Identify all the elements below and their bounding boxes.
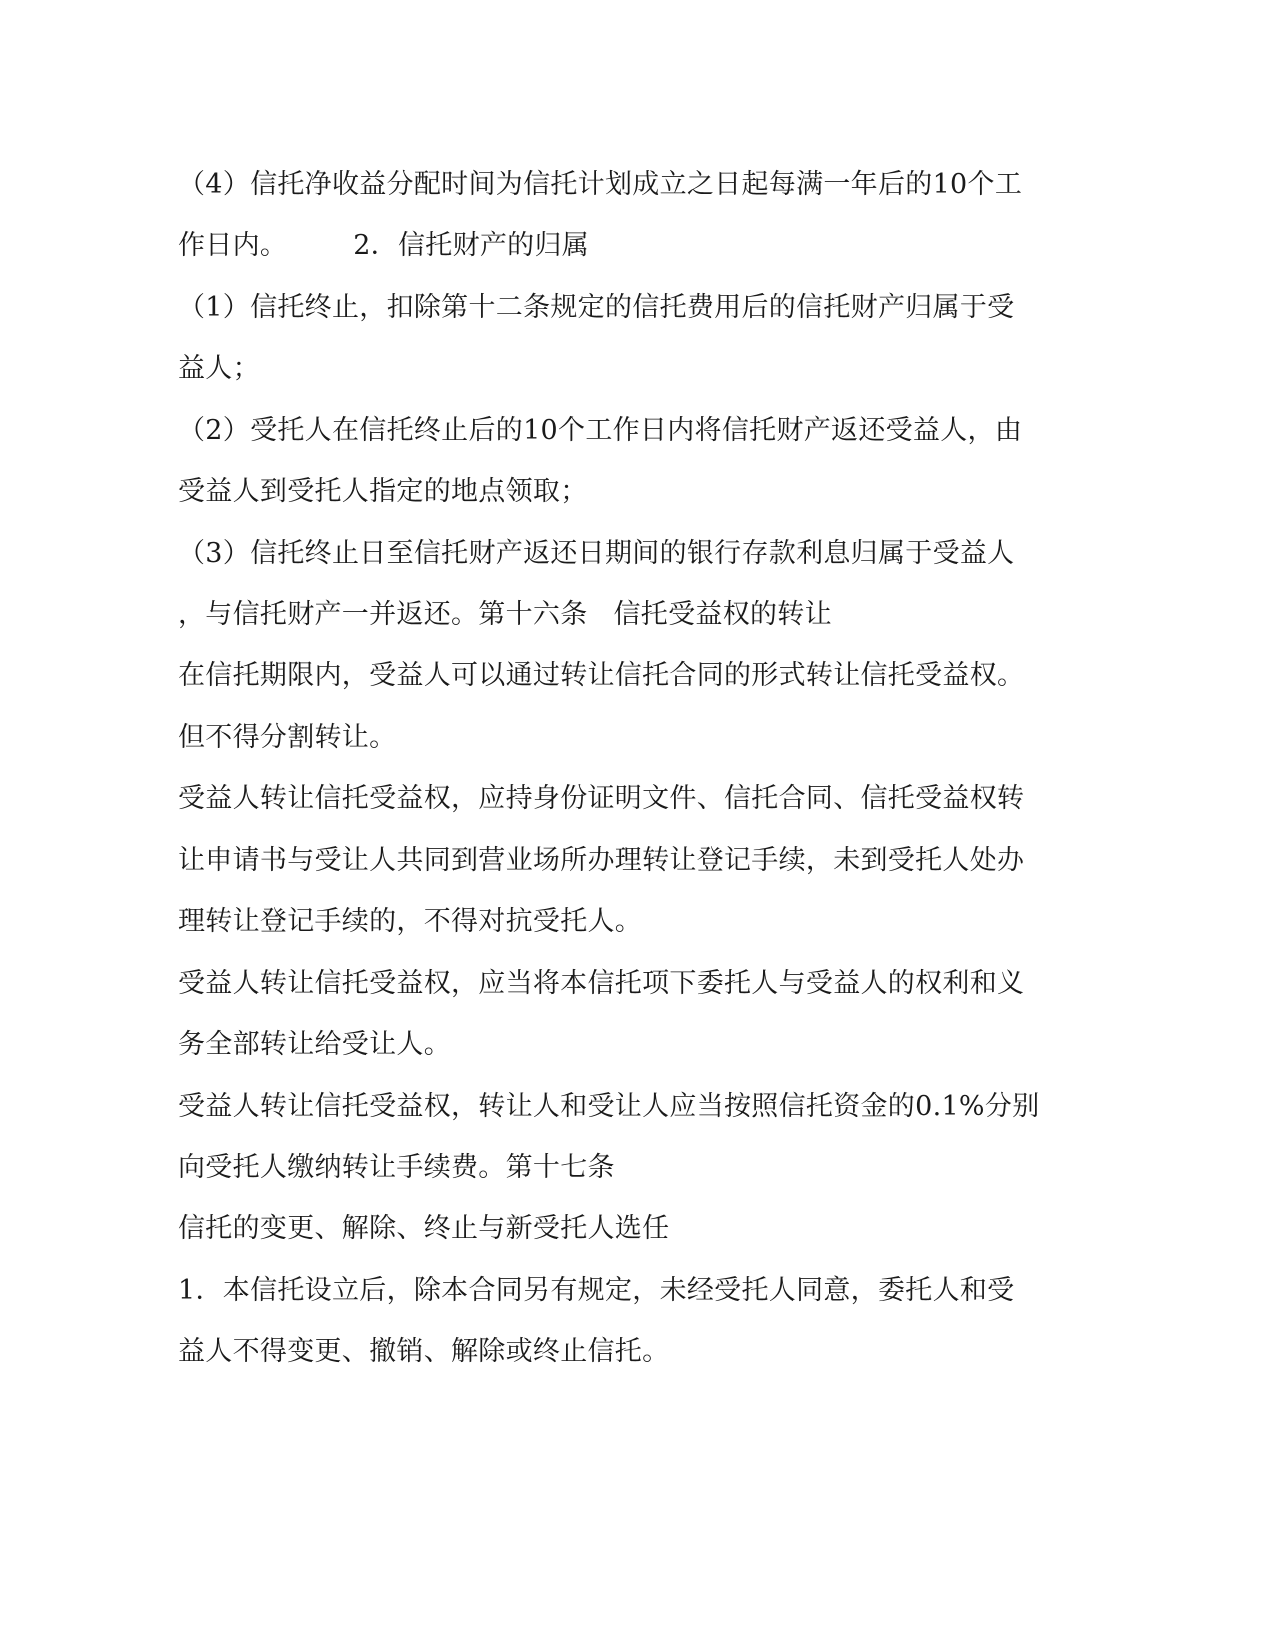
text-line: 让申请书与受让人共同到营业场所办理转让登记手续，未到受托人处办 bbox=[178, 845, 1025, 876]
text-line bbox=[178, 226, 589, 266]
text-line: （4）信托净收益分配时间为信托计划成立之日起每满一年后的10个工 bbox=[178, 169, 1023, 200]
text-line bbox=[178, 595, 832, 635]
text-line: 在信托期限内，受益人可以通过转让信托合同的形式转让信托受益权。 bbox=[178, 660, 1025, 691]
text-line: 务全部转让给受让人。 bbox=[178, 1029, 451, 1060]
text-segment: ，与信托财产一并返还。第十六条 bbox=[178, 599, 588, 630]
text-line: 受益人转让信托受益权，转让人和受让人应当按照信托资金的0.1%分别 bbox=[178, 1091, 1040, 1122]
text-line: 信托的变更、解除、终止与新受托人选任 bbox=[178, 1213, 670, 1244]
text-line: 受益人转让信托受益权，应持身份证明文件、信托合同、信托受益权转 bbox=[178, 783, 1025, 814]
text-line: 益人； bbox=[178, 353, 260, 384]
article-title: 信托受益权的转让 bbox=[613, 599, 832, 630]
text-line: 1．本信托设立后，除本合同另有规定，未经受托人同意，委托人和受 bbox=[178, 1275, 1015, 1306]
section-heading: 2．信托财产的归属 bbox=[353, 230, 590, 261]
text-line: 向受托人缴纳转让手续费。第十七条 bbox=[178, 1152, 615, 1183]
text-line: 受益人转让信托受益权，应当将本信托项下委托人与受益人的权利和义 bbox=[178, 968, 1025, 999]
text-line: 益人不得变更、撤销、解除或终止信托。 bbox=[178, 1336, 670, 1367]
text-line: （2）受托人在信托终止后的10个工作日内将信托财产返还受益人，由 bbox=[178, 415, 1023, 446]
text-line: 但不得分割转让。 bbox=[178, 722, 397, 753]
text-line: 理转让登记手续的，不得对抗受托人。 bbox=[178, 906, 643, 937]
text-line: 受益人到受托人指定的地点领取； bbox=[178, 476, 588, 507]
text-line: （3）信托终止日至信托财产返还日期间的银行存款利息归属于受益人 bbox=[178, 538, 1015, 569]
text-line: （1）信托终止，扣除第十二条规定的信托费用后的信托财产归属于受 bbox=[178, 292, 1015, 323]
text-segment: 作日内。 bbox=[178, 230, 288, 261]
